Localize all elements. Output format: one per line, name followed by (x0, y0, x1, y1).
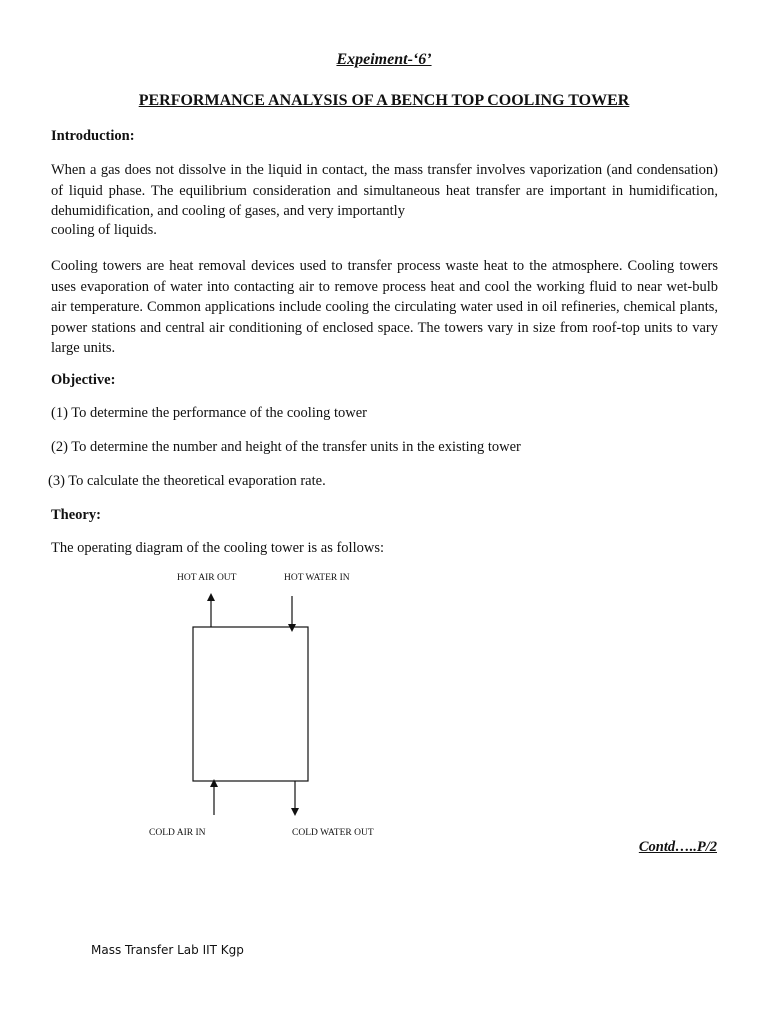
page-title: PERFORMANCE ANALYSIS OF A BENCH TOP COOLING TOWER (138, 92, 630, 109)
objective-item-1: (1) To determine the performance of the cooling tower (51, 405, 367, 421)
introduction-paragraph-2: Cooling towers are heat removal devices used to transfer process waste heat to the atmosphere. Cooling towers uses evaporation of water into contacting air to remove process heat and cool the working fluid to near wet-bulb air temperature. Common applications include cooling the circulating water used in oil refineries, chemical plants, power stations and central air conditioning of enclosed space. The towers vary in size from roof-top units to vary large units. (51, 258, 718, 356)
footer-text: Mass Transfer Lab IIT Kgp (91, 943, 244, 957)
introduction-paragraph-1-tail: cooling of liquids. (51, 222, 157, 238)
cooling-tower-box (193, 627, 308, 781)
introduction-heading: Introduction: (51, 128, 135, 144)
objective-item-2: (2) To determine the number and height of the transfer units in the existing tower (51, 439, 521, 455)
cooling-tower-diagram (130, 565, 400, 850)
cold-water-out-label: COLD WATER OUT (292, 828, 374, 838)
hot-water-in-label: HOT WATER IN (284, 573, 350, 583)
introduction-paragraph-1: When a gas does not dissolve in the liquid in contact, the mass transfer involves vaporization (and condensation) of liquid phase. The equilibrium consideration and simultaneous heat transfer are important in humidification, dehumidification, and cooling of gases, and very importantly (51, 162, 718, 219)
objective-heading: Objective: (51, 372, 116, 388)
cold-air-in-label: COLD AIR IN (149, 828, 206, 838)
theory-intro: The operating diagram of the cooling tower is as follows: (51, 540, 385, 556)
objective-item-3: (3) To calculate the theoretical evaporation rate. (48, 473, 326, 489)
continuation-note: Contd…..P/2 (638, 839, 717, 855)
hot-air-out-label: HOT AIR OUT (177, 573, 237, 583)
theory-heading: Theory: (51, 507, 101, 523)
experiment-title: Expeiment-‘6’ (336, 51, 432, 68)
